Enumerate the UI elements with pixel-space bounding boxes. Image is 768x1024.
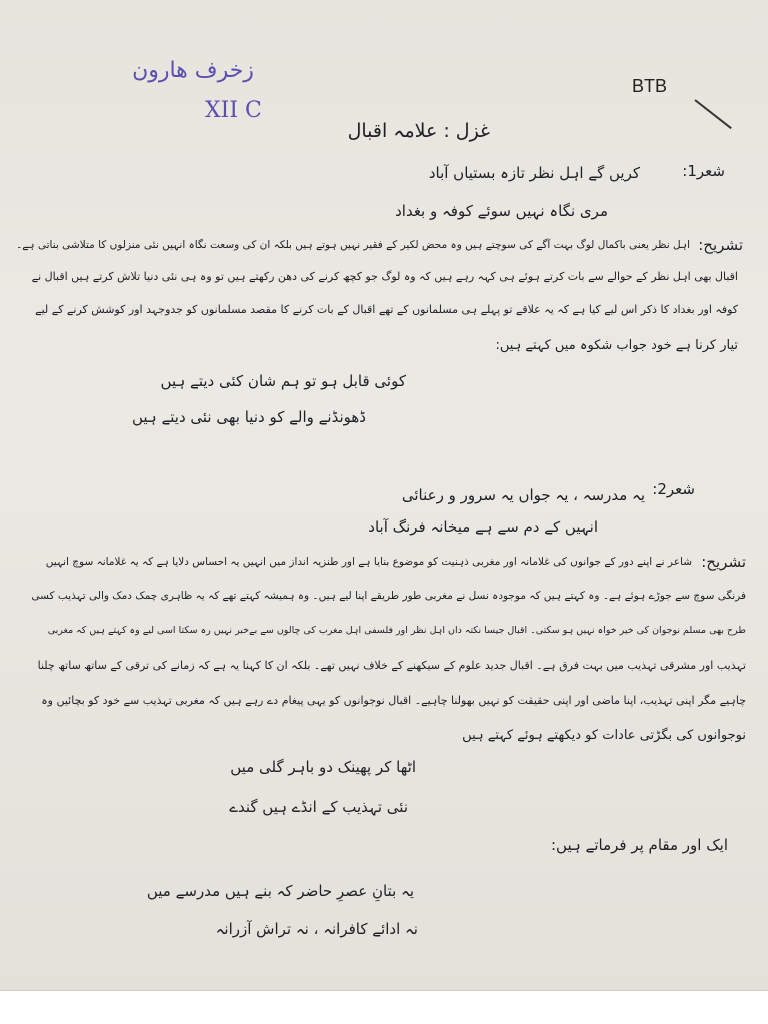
student-name: زخرف ھارون (132, 58, 254, 83)
verse-line: انہیں کے دم سے ہے میخانہ فرنگ آباد (368, 518, 598, 536)
explanation-line: چاہیے مگر اپنی تہذیب، اپنا ماضی اور اپنی حقیقت کو نہیں بھولنا چاہیے۔ اقبال نوجوانوں کو یہی پیغام دے رہے ہیں کہ مغربی تہذیب سے خود کو بچائیں وہ (41, 694, 746, 707)
student-class: XII C (205, 98, 262, 123)
quote-line: ڈھونڈنے والے کو دنیا بھی نئی دیتے ہیں (131, 408, 366, 426)
tashreeh-label-2: تشریح: (701, 553, 746, 571)
explanation-line: اقبال بھی اہل نظر کے حوالے سے بات کرتے ہوئے ہی کہہ رہے ہیں کہ وہ لوگ جو کچھ کرنے کی دھن رکھتے ہیں تو وہ ہی نئی دنیا تلاش کرتے ہیں اقبال نے (31, 270, 738, 283)
explanation-line: تہذیب اور مشرقی تہذیب میں بہت فرق ہے۔ اقبال جدید علوم کے سیکھنے کے خلاف نہیں تھے۔ بلکہ ان کا کہنا یہ ہے کہ زمانے کی ترقی کے ساتھ ساتھ چلنا (37, 659, 746, 672)
explanation-line: فرنگی سوچ سے جوڑے ہوئے ہے۔ وہ کہتے ہیں کہ موجودہ نسل نے مغربی طور طریقے اپنا لیے ہیں۔ وہ ہمیشہ کہتے تھے کہ یہ ظاہری چمک دمک والی تہذیب کسی (31, 590, 746, 602)
explanation-line: تیار کرنا ہے خود جواب شکوہ میں کہتے ہیں: (495, 338, 738, 353)
explanation-line: کوفہ اور بغداد کا ذکر اس لیے کیا ہے کہ یہ علاقے تو پہلے ہی مسلمانوں کے تھے اقبال کے بات کرنے کا مقصد مسلمانوں کو جدوجہد اور کوشش کرنے کے لیے (35, 303, 738, 316)
tashreeh-label-1: تشریح: (698, 236, 743, 254)
verse-line: یہ مدرسہ ، یہ جواں یہ سرور و رعنائی (401, 486, 645, 504)
verse-label-2: شعر2: (652, 480, 695, 498)
quote-line: اٹھا کر پھینک دو باہر گلی میں (230, 758, 416, 776)
quote-line: نئی تہذیب کے انڈے ہیں گندے (229, 798, 408, 816)
quote-line: نہ ادائے کافرانہ ، نہ تراش آزرانہ (215, 920, 418, 938)
quote-line: یہ بتانِ عصرِ حاضر کہ بنے ہیں مدرسے میں (146, 882, 414, 900)
pen-stroke (694, 99, 731, 129)
verse-line: مری نگاہ نہیں سوئے کوفہ و بغداد (395, 202, 608, 220)
verse-label-1: شعر1: (682, 162, 725, 180)
mention-line: ایک اور مقام پر فرماتے ہیں: (551, 836, 728, 854)
page-title: غزل : علامہ اقبال (347, 120, 490, 142)
btb-mark: BTB (632, 76, 668, 96)
quote-line: کوئی قابل ہو تو ہم شان کئی دیتے ہیں (160, 372, 406, 390)
explanation-line: نوجوانوں کی بگڑتی عادات کو دیکھتے ہوئے کہتے ہیں (462, 728, 746, 743)
explanation-line: طرح بھی مسلم نوجوان کی خیر خواہ نہیں ہو سکتی۔ اقبال جیسا نکتہ داں اہل نظر اور فلسفی اہل مغرب کی چالوں سے بےخبر نہیں رہ سکتا اسی لیے وہ کہتے ہیں کہ مغربی (47, 625, 746, 636)
explanation-line: اہل نظر یعنی باکمال لوگ بہت آگے کی سوچتے ہیں وہ محض لکیر کے فقیر نہیں ہوتے ہیں بلکہ ان کی وسعت نگاہ انہیں نئی منزلوں کا متلاشی بناتی ہے۔ (16, 239, 690, 251)
verse-line: کریں گے اہل نظر تازہ بستیاں آباد (428, 164, 640, 182)
explanation-line: شاعر نے اپنے دور کے جوانوں کی غلامانہ اور مغربی ذہنیت کو موضوع بنایا ہے اور طنزیہ انداز میں انہیں یہ احساس دلایا ہے کہ یہ غلامانہ سوچ انہیں (45, 556, 692, 568)
